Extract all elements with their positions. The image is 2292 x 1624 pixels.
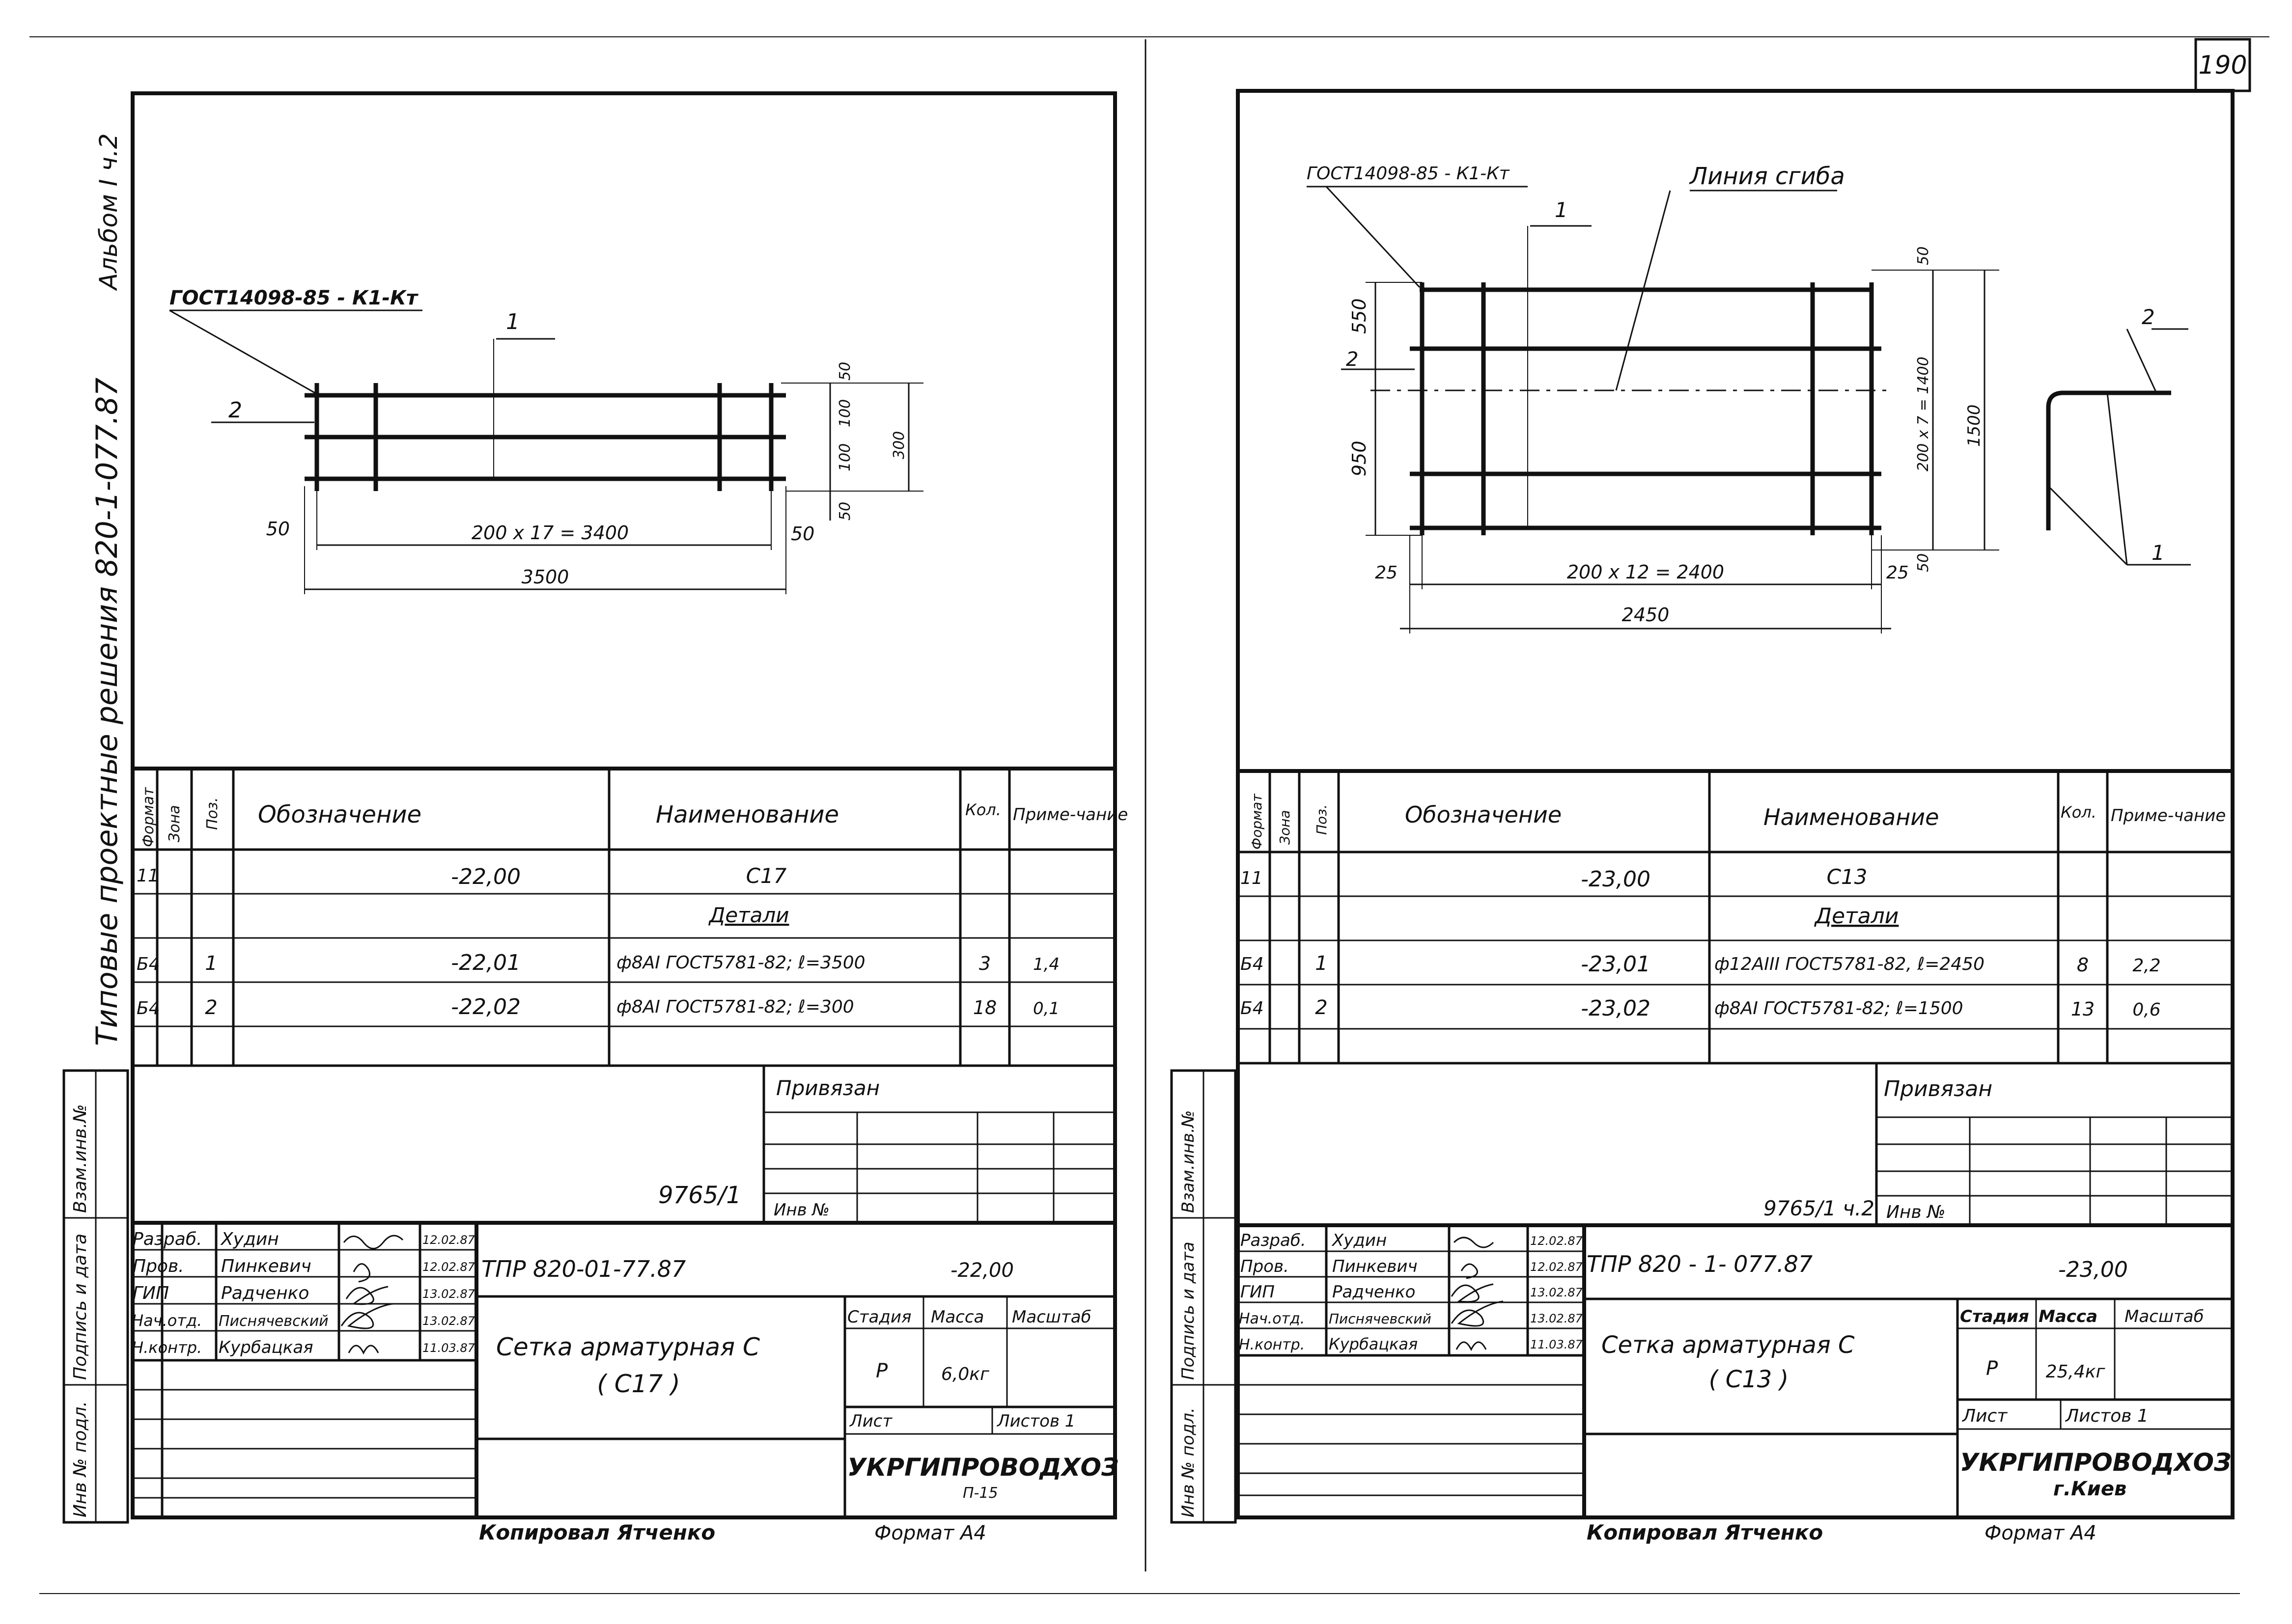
right-date-1: 12.02.87 xyxy=(1530,1234,1583,1248)
signature-mark xyxy=(1456,1342,1486,1349)
left-doc-suffix: -22,00 xyxy=(950,1259,1014,1282)
left-date-2: 12.02.87 xyxy=(422,1260,475,1274)
right-row4-name: ф8АI ГОСТ5781-82; ℓ=1500 xyxy=(1714,998,1963,1018)
left-row4-name: ф8АI ГОСТ5781-82; ℓ=300 xyxy=(616,997,854,1017)
left-bound-note: 9765/1 xyxy=(658,1182,741,1209)
right-doc-code: ТПР 820 - 1- 077.87 xyxy=(1587,1251,1813,1277)
left-person-2: Пинкевич xyxy=(221,1256,311,1276)
left-copied-by: Копировал Ятченко xyxy=(479,1520,716,1544)
right-role-4: Нач.отд. xyxy=(1239,1310,1305,1327)
left-header-format: Формат xyxy=(140,787,157,847)
left-pos2-label: 2 xyxy=(228,398,242,423)
right-scale-label: Масштаб xyxy=(2124,1307,2204,1326)
signature-mark xyxy=(349,1346,378,1353)
right-row2-name: Детали xyxy=(1815,904,1899,929)
left-title-block xyxy=(132,1223,1119,1517)
left-sheet xyxy=(64,93,1128,1544)
right-header-note: Приме-чание xyxy=(2111,806,2226,826)
left-date-1: 12.02.87 xyxy=(422,1233,475,1247)
right-mass-label: Масса xyxy=(2039,1307,2098,1326)
left-mass-label: Масса xyxy=(931,1307,984,1327)
right-row4-designation: -23,02 xyxy=(1581,996,1650,1021)
left-date-4: 13.02.87 xyxy=(422,1314,475,1328)
right-role-2: Пров. xyxy=(1240,1257,1289,1276)
left-role-5: Н.контр. xyxy=(132,1338,202,1357)
right-person-1: Худин xyxy=(1332,1231,1387,1250)
right-role-1: Разраб. xyxy=(1240,1231,1306,1250)
right-dim-overall: 2450 xyxy=(1621,604,1670,626)
right-row3-pos: 1 xyxy=(1315,952,1328,975)
left-dim-v-total: 300 xyxy=(891,431,908,459)
right-role-5: Н.контр. xyxy=(1239,1336,1305,1353)
signature-mark xyxy=(341,1304,393,1328)
right-dim-end-left: 25 xyxy=(1375,563,1398,583)
right-margin-field-1: Инв № подл. xyxy=(1178,1407,1198,1517)
left-sheet-label: Лист xyxy=(850,1411,893,1431)
right-format: Формат А4 xyxy=(1985,1522,2096,1544)
left-sheets-label: Листов 1 xyxy=(997,1411,1076,1431)
left-mass: 6,0кг xyxy=(941,1364,989,1384)
left-row3-name: ф8АI ГОСТ5781-82; ℓ=3500 xyxy=(616,953,866,973)
right-row1-name: С13 xyxy=(1826,865,1868,889)
right-copied-by: Копировал Ятченко xyxy=(1587,1520,1823,1544)
right-margin-field-2: Подпись и дата xyxy=(1178,1241,1198,1380)
right-margin-field-3: Взам.инв.№ xyxy=(1178,1110,1198,1213)
right-pos2-label: 2 xyxy=(1346,348,1359,371)
left-header-pos: Поз. xyxy=(204,797,221,830)
left-header-zone: Зона xyxy=(166,805,183,842)
right-dim-v-total: 1500 xyxy=(1964,404,1984,447)
right-pos1-label: 1 xyxy=(1555,198,1568,222)
left-margin-field-3: Взам.инв.№ xyxy=(70,1104,90,1213)
left-row3-format: Б4 xyxy=(137,954,160,974)
left-inv-no: Инв № xyxy=(774,1200,830,1220)
right-bound-block xyxy=(1763,1063,2233,1225)
right-row4-qty: 13 xyxy=(2070,998,2095,1020)
left-dim-end-left: 50 xyxy=(266,518,290,540)
right-org: УКРГИПРОВОДХОЗ xyxy=(1960,1448,2232,1477)
right-person-2: Пинкевич xyxy=(1332,1257,1418,1276)
right-stage-label: Стадия xyxy=(1960,1307,2029,1326)
right-bound-note: 9765/1 ч.2 xyxy=(1763,1196,1874,1220)
right-header-pos: Поз. xyxy=(1314,804,1330,835)
right-role-3: ГИП xyxy=(1240,1282,1275,1302)
left-person-3: Радченко xyxy=(221,1283,309,1303)
left-dim-v-top: 50 xyxy=(837,361,854,381)
left-date-3: 13.02.87 xyxy=(422,1287,475,1301)
right-header-format: Формат xyxy=(1249,794,1265,850)
signature-mark xyxy=(1452,1284,1493,1302)
right-date-4: 13.02.87 xyxy=(1530,1312,1583,1325)
right-title-block xyxy=(1235,1225,2233,1517)
right-doc-suffix: -23,00 xyxy=(2058,1257,2128,1282)
right-dim-span-inner: 200 x 12 = 2400 xyxy=(1566,561,1725,583)
left-row4-qty: 18 xyxy=(973,997,997,1018)
left-stage-label: Стадия xyxy=(847,1307,912,1327)
right-person-5: Курбацкая xyxy=(1329,1335,1418,1353)
left-row1-designation: -22,00 xyxy=(451,864,521,889)
right-stage: Р xyxy=(1985,1357,1998,1380)
right-sheet xyxy=(1172,91,2233,1544)
signature-mark xyxy=(346,1287,388,1304)
right-header-designation: Обозначение xyxy=(1405,801,1562,828)
left-bound-block xyxy=(658,1066,1115,1223)
right-sheets-label: Листов 1 xyxy=(2066,1406,2149,1426)
right-row4-note: 0,6 xyxy=(2132,1000,2161,1020)
left-role-4: Нач.отд. xyxy=(132,1311,202,1330)
right-row3-note: 2,2 xyxy=(2132,956,2161,976)
left-header-designation: Обозначение xyxy=(258,801,422,828)
left-header-note: Приме-чание xyxy=(1013,805,1128,825)
left-row3-designation: -22,01 xyxy=(451,950,521,975)
right-row1-designation: -23,00 xyxy=(1581,867,1650,892)
left-row4-pos: 2 xyxy=(205,996,218,1019)
left-row4-designation: -22,02 xyxy=(451,994,521,1019)
left-row4-note: 0,1 xyxy=(1033,999,1060,1018)
right-person-4: Писнячевский xyxy=(1329,1311,1431,1327)
left-dim-v-mid1: 100 xyxy=(837,399,854,427)
right-row3-designation: -23,01 xyxy=(1581,952,1650,977)
left-privyazan: Привязан xyxy=(776,1076,880,1100)
left-title-line2: ( С17 ) xyxy=(597,1370,680,1398)
left-row3-qty: 3 xyxy=(978,953,991,974)
left-row3-note: 1,4 xyxy=(1033,955,1060,974)
left-dim-v-mid2: 100 xyxy=(837,443,854,471)
right-privyazan: Привязан xyxy=(1884,1076,1993,1101)
right-spec-table xyxy=(1238,771,2233,1063)
right-date-2: 12.02.87 xyxy=(1530,1260,1583,1274)
right-mass: 25,4кг xyxy=(2045,1362,2105,1382)
left-org: УКРГИПРОВОДХОЗ xyxy=(847,1453,1119,1482)
right-fold-line-label: Линия сгиба xyxy=(1690,163,1845,190)
right-dim-v-lower: 950 xyxy=(1348,440,1370,476)
left-mesh-drawing xyxy=(169,287,923,594)
right-row4-format: Б4 xyxy=(1240,998,1264,1018)
left-row1-format: 11 xyxy=(137,866,159,886)
right-row1-format: 11 xyxy=(1240,868,1263,888)
left-album-label: Альбом I ч.2 xyxy=(94,133,123,290)
left-date-5: 11.03.87 xyxy=(422,1341,475,1355)
left-margin-field-2: Подпись и дата xyxy=(70,1233,90,1380)
left-row3-pos: 1 xyxy=(205,952,218,975)
right-dim-v-bot: 50 xyxy=(1915,553,1932,572)
left-format: Формат А4 xyxy=(874,1522,986,1544)
right-row4-pos: 2 xyxy=(1315,996,1328,1019)
left-stage: Р xyxy=(875,1360,888,1382)
signature-mark xyxy=(1452,1301,1503,1326)
left-dim-end-right: 50 xyxy=(791,523,815,545)
right-header-name: Наименование xyxy=(1763,804,1939,830)
left-person-4: Писнячевский xyxy=(219,1313,329,1330)
left-doc-code: ТПР 820-01-77.87 xyxy=(481,1256,686,1282)
right-title-line2: ( С13 ) xyxy=(1708,1366,1789,1393)
right-detail-pos2: 2 xyxy=(2142,305,2155,329)
left-header-name: Наименование xyxy=(656,801,839,828)
left-dim-span-inner: 200 x 17 = 3400 xyxy=(471,522,629,544)
right-title-line1: Сетка арматурная С xyxy=(1601,1331,1855,1359)
signature-mark xyxy=(354,1264,370,1282)
right-date-5: 11.03.87 xyxy=(1530,1338,1583,1351)
left-dim-v-bot: 50 xyxy=(837,501,854,521)
right-row3-qty: 8 xyxy=(2076,954,2089,976)
right-gost-callout: ГОСТ14098-85 - К1-Кт xyxy=(1307,164,1509,184)
left-row4-format: Б4 xyxy=(137,998,160,1018)
left-series-label: Типовые проектные решения 820-1-077.87 xyxy=(90,377,124,1046)
right-inv-no: Инв № xyxy=(1886,1202,1946,1222)
signature-mark xyxy=(344,1236,403,1248)
right-dim-v-upper: 550 xyxy=(1348,298,1370,334)
left-role-2: Пров. xyxy=(133,1256,184,1276)
left-header-qty: Кол. xyxy=(965,800,1001,819)
right-sheet-label: Лист xyxy=(1962,1406,2008,1426)
left-title-line1: Сетка арматурная С xyxy=(496,1333,760,1361)
signature-mark xyxy=(1454,1238,1493,1247)
left-row1-name: С17 xyxy=(746,864,787,888)
right-detail-pos1: 1 xyxy=(2152,541,2165,565)
left-dim-overall: 3500 xyxy=(521,566,569,588)
right-org-sub: г.Киев xyxy=(2053,1478,2127,1500)
left-role-3: ГИП xyxy=(133,1283,169,1303)
left-spec-table xyxy=(133,769,1128,1066)
left-row2-name: Детали xyxy=(709,903,789,927)
right-date-3: 13.02.87 xyxy=(1530,1286,1583,1299)
left-org-sub: П-15 xyxy=(963,1485,998,1502)
left-person-1: Худин xyxy=(221,1229,279,1249)
right-row3-name: ф12АIII ГОСТ5781-82, ℓ=2450 xyxy=(1714,954,1985,974)
right-row3-format: Б4 xyxy=(1240,954,1264,974)
left-margin-field-1: Инв № подл. xyxy=(70,1401,90,1517)
left-pos1-label: 1 xyxy=(506,309,520,334)
left-role-1: Разраб. xyxy=(133,1229,202,1249)
page-number: 190 xyxy=(2198,51,2247,80)
left-scale-label: Масштаб xyxy=(1012,1307,1091,1327)
right-header-qty: Кол. xyxy=(2061,803,2096,822)
right-person-3: Радченко xyxy=(1332,1282,1416,1302)
right-header-zone: Зона xyxy=(1277,810,1293,845)
right-dim-end-right: 25 xyxy=(1886,563,1909,583)
left-gost-callout: ГОСТ14098-85 - К1-Кт xyxy=(169,287,418,309)
right-dim-v-inner: 200 x 7 = 1400 xyxy=(1915,357,1932,471)
right-mesh-drawing xyxy=(1307,163,2191,633)
right-dim-v-top: 50 xyxy=(1915,246,1932,265)
left-person-5: Курбацкая xyxy=(219,1338,313,1357)
